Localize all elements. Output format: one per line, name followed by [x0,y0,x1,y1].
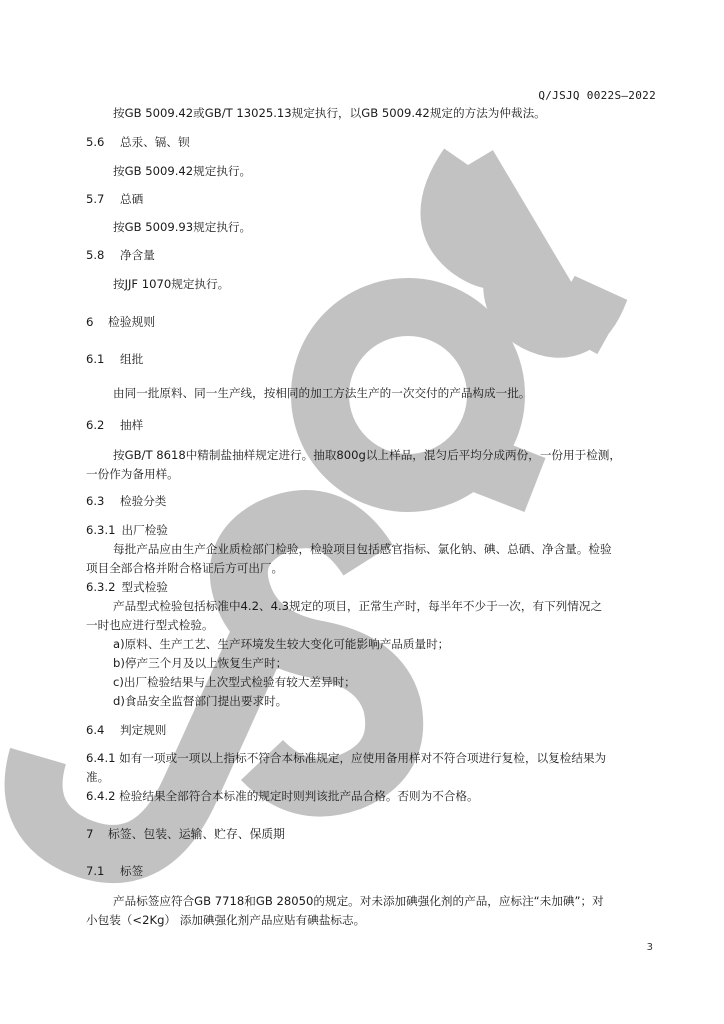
subsection-heading [86,579,168,595]
list-item: d)食品安全监督部门提出要求时。 [113,694,288,708]
paragraph-line: 按JJF 1070规定执行。 [113,277,230,291]
section-heading [86,351,143,367]
section-number: 6.3 [86,494,105,508]
section-number: 7.1 [86,864,105,878]
section-title: 抽样 [120,418,144,432]
chapter-title: 检验规则 [108,315,156,329]
paragraph-line: 小包装（<2Kg） 添加碘强化剂产品应贴有碘盐标志。 [86,913,366,927]
section-heading [86,134,190,150]
paragraph-line: 按GB 5009.42或GB/T 13025.13规定执行，以GB 5009.42规定的方法为仲裁法。 [113,106,546,120]
section-title: 净含量 [120,248,155,262]
paragraph-line: 按GB 5009.42规定执行。 [113,164,252,178]
section-heading [86,722,166,738]
section-title: 判定规则 [120,723,167,737]
paragraph-line: 产品型式检验包括标准中4.2、4.3规定的项目，正常生产时，每半年不少于一次，有下列情况之 [113,599,603,613]
subsection-title: 型式检验 [121,580,168,594]
paragraph-line: 准。 [86,770,110,784]
section-heading [86,493,166,509]
section-title: 总硒 [120,192,144,206]
paragraph-line: 6.4.1 如有一项或一项以上指标不符合本标准规定，应使用备用样对不符合项进行复检，以复检结果为 [86,751,607,765]
section-number: 5.6 [86,135,105,149]
section-title: 总汞、镉、钡 [120,135,190,149]
chapter-title: 标签、包装、运输、贮存、保质期 [108,827,285,841]
paragraph-line: 一时也应进行型式检验。 [86,618,214,632]
list-item: c)出厂检验结果与上次型式检验有较大差异时； [113,675,356,689]
chapter-number: 6 [86,315,94,329]
subsection-heading [86,522,168,538]
list-item: a)原料、生产工艺、生产环境发生较大变化可能影响产品质量时； [113,637,450,651]
paragraph-line: 产品标签应符合GB 7718和GB 28050的规定。对未添加碘强化剂的产品，应标注“未加碘”；对 [113,894,604,908]
paragraph-line: 每批产品应由生产企业质检部门检验，检验项目包括感官指标、氯化钠、碘、总硒、净含量。检验 [113,542,612,556]
paragraph-line: 一份作为备用样。 [86,467,179,481]
section-title: 组批 [120,352,144,366]
section-number: 6.2 [86,418,105,432]
paragraph-line: 按GB 5009.93规定执行。 [113,220,252,234]
section-number: 5.8 [86,248,105,262]
subsection-number: 6.3.2 [86,580,116,594]
paragraph-line: 按GB/T 8618中精制盐抽样规定进行。抽取800g以上样品，混匀后平均分成两份，一份用于检测， [113,448,621,462]
paragraph-line: 项目全部合格并附合格证后方可出厂。 [86,561,284,575]
chapter-heading [86,826,285,842]
section-heading [86,863,143,879]
section-heading [86,247,155,263]
chapter-heading [86,314,155,330]
section-heading [86,417,143,433]
section-number: 6.4 [86,723,105,737]
standard-code: Q/JSJQ 0022S—2022 [538,89,656,102]
page-number: 3 [646,942,653,953]
watermark-letter-j [34,640,258,854]
subsection-number: 6.3.1 [86,523,116,537]
section-number: 6.1 [86,352,105,366]
list-item: b)停产三个月及以上恢复生产时； [113,656,288,670]
section-title: 检验分类 [120,494,167,508]
section-heading [86,191,143,207]
paragraph-line: 由同一批原料、同一生产线，按相同的加工方法生产的一次交付的产品构成一批。 [113,386,531,400]
chapter-number: 7 [86,827,94,841]
section-number: 5.7 [86,192,105,206]
paragraph-line: 6.4.2 检验结果全部符合本标准的规定时则判该批产品合格。否则为不合格。 [86,789,479,803]
section-title: 标签 [120,864,144,878]
subsection-title: 出厂检验 [121,523,168,537]
watermark-letter-b [449,165,600,340]
